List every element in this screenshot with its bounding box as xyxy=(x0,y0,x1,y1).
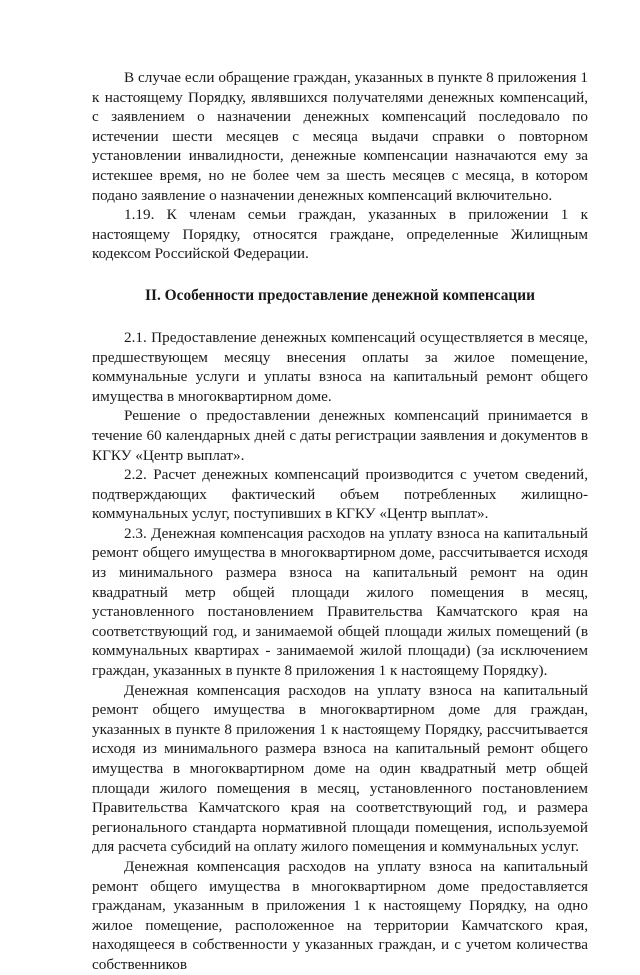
paragraph-1-19: 1.19. К членам семьи граждан, указанных в приложении 1 к настоящему Порядку, относятся граждане, определенные Жилищным кодексом Российской Федерации. xyxy=(92,206,588,263)
paragraph-2-1: 2.1. Предоставление денежных компенсаций осуществляется в месяце, предшествующем месяцу внесения оплаты за жилое помещение, коммунальные услуги и уплаты взноса на капитальный ремонт общего имущества в многоквартирном доме. xyxy=(92,328,588,405)
paragraph-2-3: 2.3. Денежная компенсация расходов на уплату взноса на капитальный ремонт общего имущества в многоквартирном доме, рассчитывается исходя из минимального размера взноса на капитальный ремонт на один квадратный метр общей площади жилого помещения в месяц, установленного постановлением Правительства Камчатского края на соответствующий год, и занимаемой общей площади жилых помещений (в коммунальных квартирах - занимаемой жилой площади) (за исключением граждан, указанных в пункте 8 приложения 1 к настоящему Порядку). xyxy=(92,524,588,680)
paragraph-2-2: 2.2. Расчет денежных компенсаций производится с учетом сведений, подтверждающих фактический объем потребленных жилищно-коммунальных услуг, поступивших в КГКУ «Центр выплат». xyxy=(92,466,588,523)
paragraph-late-application: В случае если обращение граждан, указанных в пункте 8 приложения 1 к настоящему Порядку, являвшихся получателями денежных компенсаций, с заявлением о назначении денежных компенсаций последовало по истечении шести месяцев с месяца выдачи справки о повторном установлении инвалидности, денежные компенсации назначаются ему за истекшее время, но не более чем за шесть месяцев с месяца, в котором подано заявление о назначении денежных компенсаций включительно. xyxy=(92,69,588,204)
paragraph-compensation-point-8: Денежная компенсация расходов на уплату взноса на капитальный ремонт общего имущества в многоквартирном доме для граждан, указанных в пункте 8 приложения 1 к настоящему Порядку, рассчитывается исходя из минимального размера взноса на капитальный ремонт общего имущества в многоквартирном доме на один квадратный метр общей площади жилого помещения в месяц, установленного постановлением Правительства Камчатского края на соответствующий год, и размера регионального стандарта нормативной площади помещения, используемой для расчета субсидий на оплату жилого помещения и коммунальных услуг. xyxy=(92,681,588,856)
section-heading: II. Особенности предоставление денежной компенсации xyxy=(144,286,536,304)
paragraph-decision: Решение о предоставлении денежных компенсаций принимается в течение 60 календарных дней с даты регистрации заявления и документов в КГКУ «Центр выплат». xyxy=(92,407,588,464)
paragraph-compensation-owners: Денежная компенсация расходов на уплату взноса на капитальный ремонт общего имущества в многоквартирном доме предоставляется гражданам, указанным в приложения 1 к настоящему Порядку, на одно жилое помещение, расположенное на территории Камчатского края, находящееся в собственности у указанных граждан, и с учетом количества собственников xyxy=(92,857,588,973)
